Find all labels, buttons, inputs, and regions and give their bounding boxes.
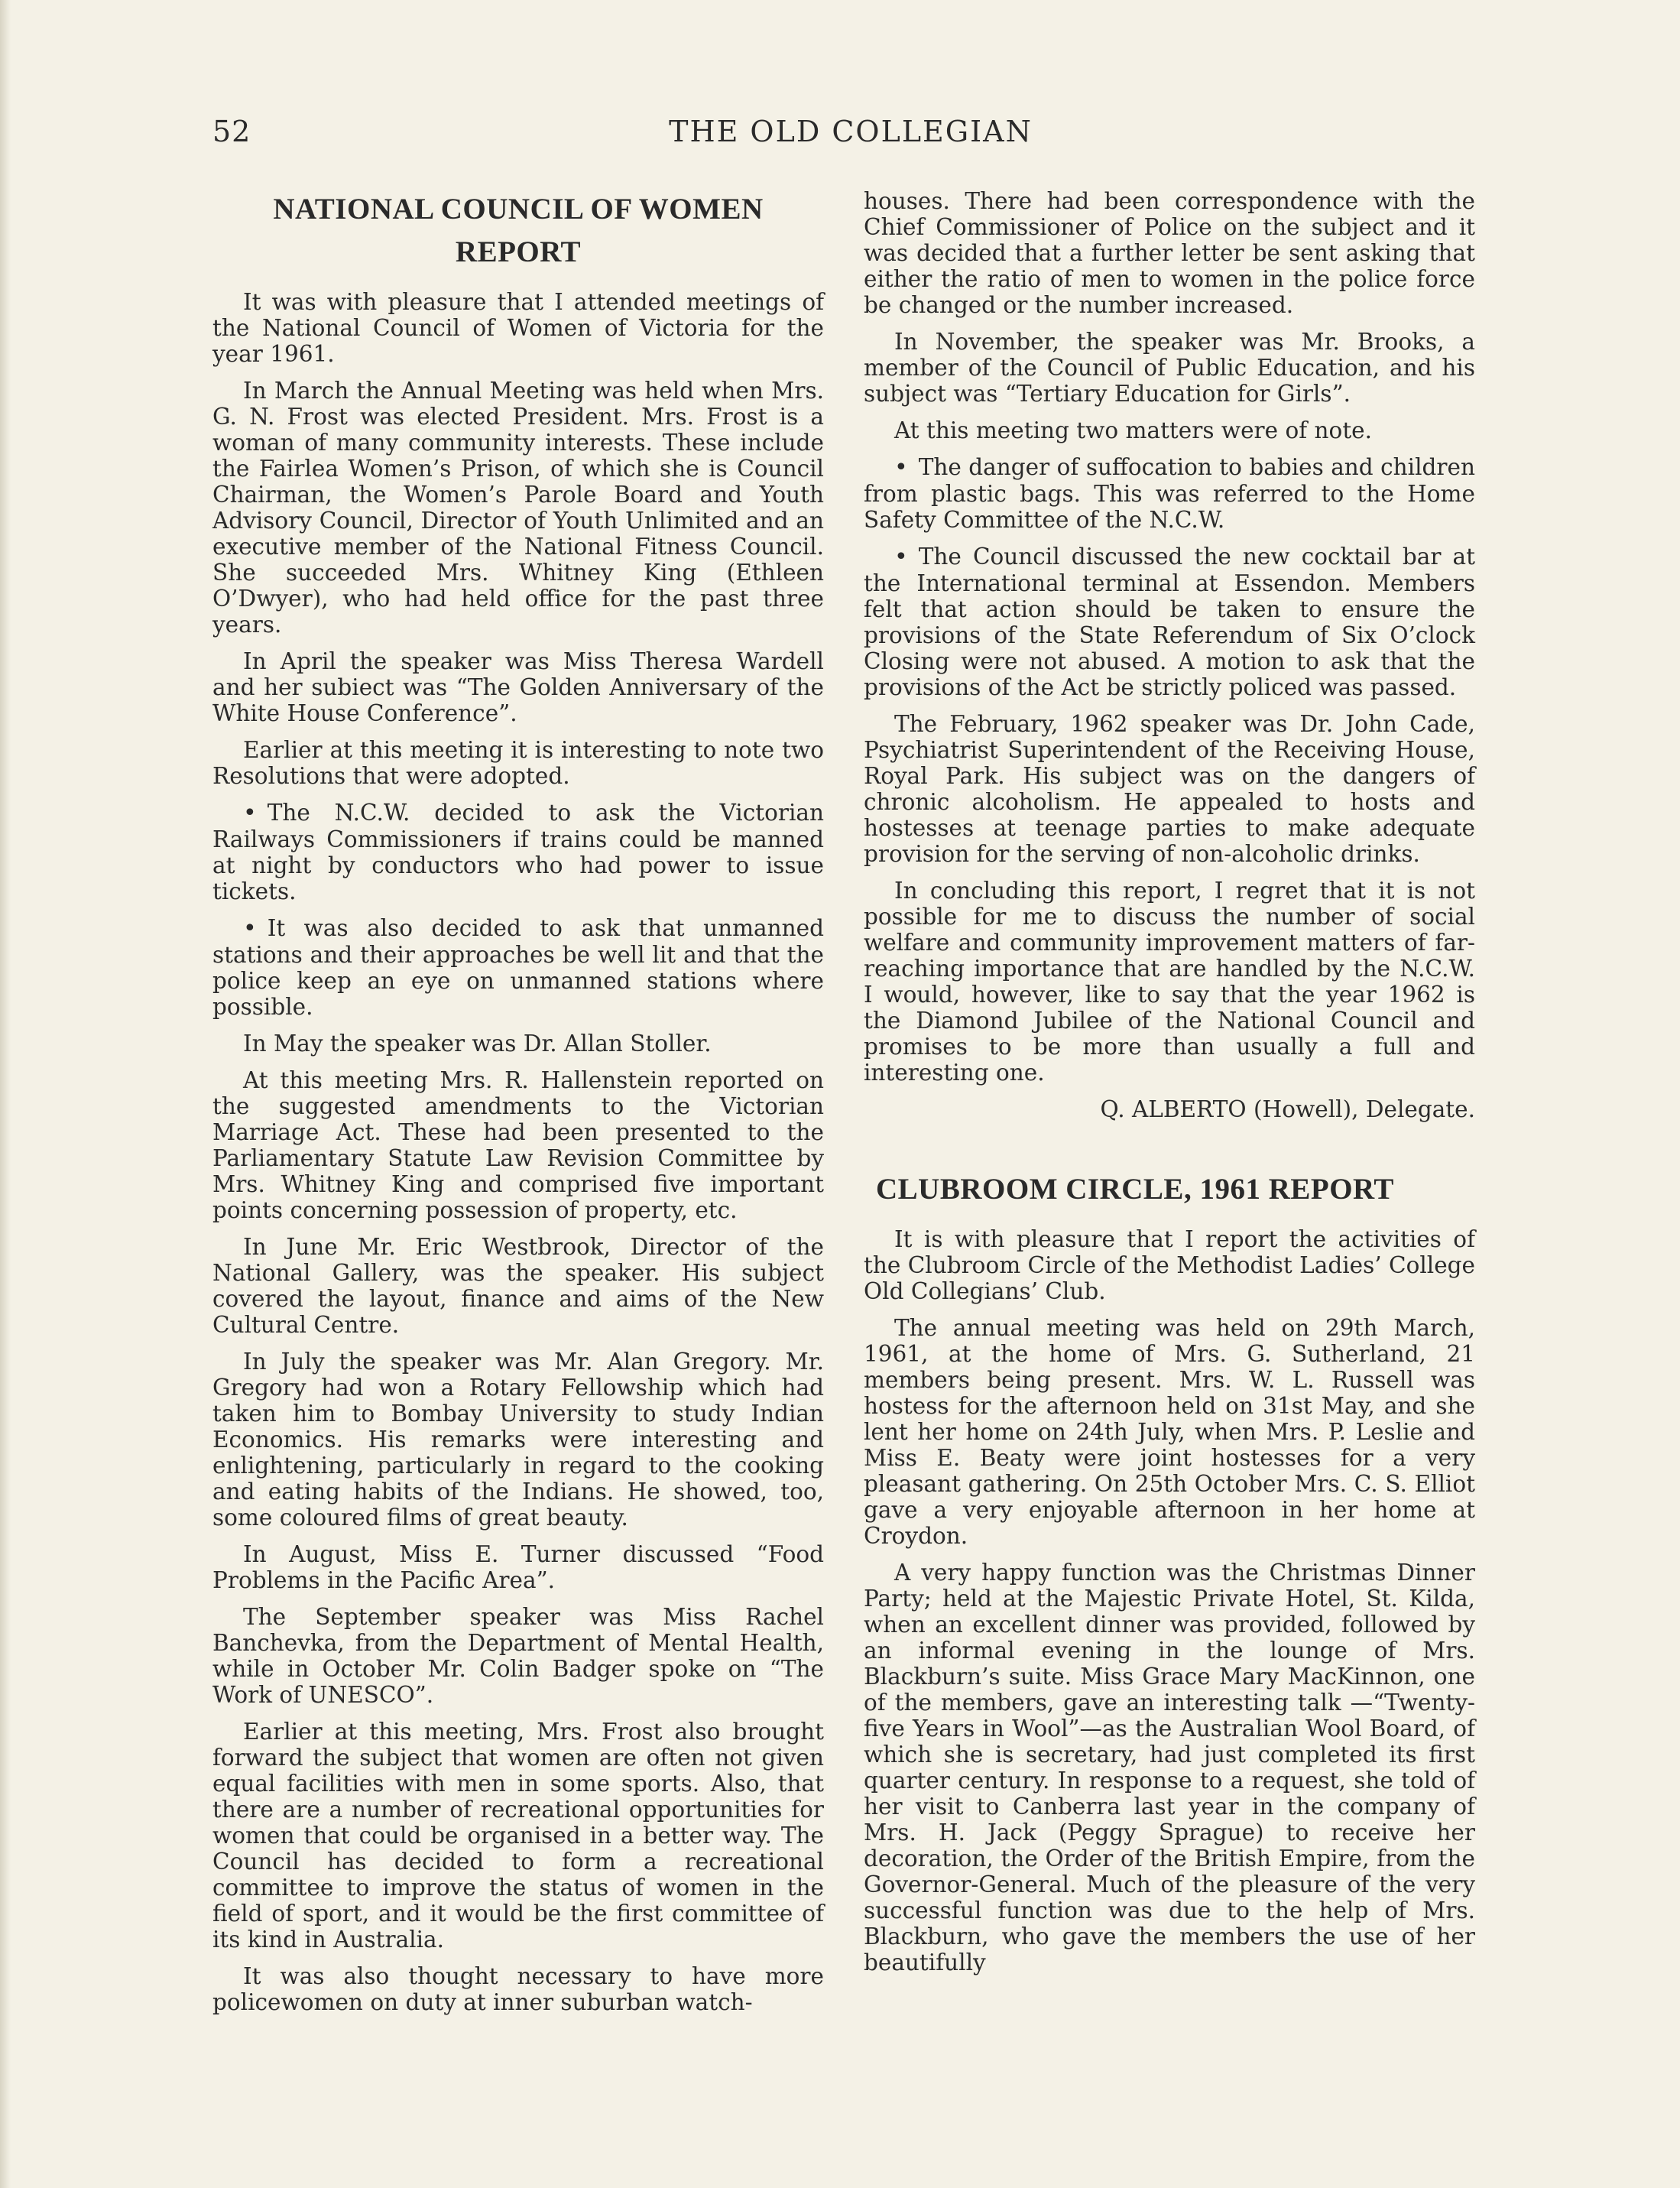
ncw-bullet-item: • The danger of suffocation to babies and children from plastic bags. This was referred to the Home Safety Committee of the N.C.W. xyxy=(864,454,1475,533)
ncw-paragraph: The February, 1962 speaker was Dr. John Cade, Psychiatrist Superintendent of the Receiving House, Royal Park. His subject was on the dangers of chronic alcoholism. He appealed to hosts and hostesses at teenage parties to make adequate provision for the serving of non-alcoholic drinks. xyxy=(864,711,1475,867)
ncw-paragraph: In July the speaker was Mr. Alan Gregory. Mr. Gregory had won a Rotary Fellowship which had taken him to Bombay University to study Indian Economics. His remarks were interesting and enlightening, particularly in regard to the cooking and eating habits of the Indians. He showed, too, some coloured films of great beauty. xyxy=(212,1349,824,1531)
ncw-paragraph: It was also thought necessary to have more policewomen on duty at inner suburban watch- xyxy=(212,1963,824,2015)
ncw-bullet-item: • It was also decided to ask that unmanned stations and their approaches be well lit and that the police keep an eye on unmanned stations where possible. xyxy=(212,915,824,1020)
page-edge-shadow xyxy=(0,0,11,2188)
ncw-signature: Q. ALBERTO (Howell), Delegate. xyxy=(1100,1096,1475,1122)
page-number: 52 xyxy=(212,115,251,148)
ncw-paragraph: In April the speaker was Miss Theresa Wardell and her subiect was “The Golden Anniversary of the White House Conference”. xyxy=(212,648,824,726)
ncw-paragraph: In November, the speaker was Mr. Brooks, a member of the Council of Public Education, and his subject was “Tertiary Education for Girls”. xyxy=(864,329,1475,407)
clubroom-paragraph: A very happy function was the Christmas Dinner Party; held at the Majestic Private Hotel, St. Kilda, when an excellent dinner was provided, followed by an informal evening in the lounge of Mrs. Blackburn’s suite. Miss Grace Mary MacKinnon, one of the members, gave an interesting talk —“Twenty-five Years in Wool”—as the Australian Wool Board, of which she is secretary, had just completed its first quarter century. In response to a request, she told of her visit to Canberra last year in the company of Mrs. H. Jack (Peggy Sprague) to receive her decoration, the Order of the British Empire, from the Governor-General. Much of the pleasure of the very successful function was due to the help of Mrs. Blackburn, who gave the members the use of her beautifully xyxy=(864,1560,1475,1975)
page-header xyxy=(212,115,1474,161)
clubroom-paragraph: It is with pleasure that I report the activities of the Clubroom Circle of the Methodist Ladies’ College Old Collegians’ Club. xyxy=(864,1226,1476,1304)
ncw-paragraph: At this meeting two matters were of note. xyxy=(894,417,1373,443)
ncw-bullet-item: • The Council discussed the new cocktail bar at the International terminal at Essendon. Members felt that action should be taken to ensure the provisions of the State Referendum of Six O’clock Closing were not abused. A motion to ask that the provisions of the Act be strictly policed was passed. xyxy=(864,544,1475,700)
ncw-paragraph: The September speaker was Miss Rachel Banchevka, from the Department of Mental Health, while in October Mr. Colin Badger spoke on “The Work of UNESCO”. xyxy=(212,1604,824,1708)
ncw-paragraph: In March the Annual Meeting was held when Mrs. G. N. Frost was elected President. Mrs. Frost is a woman of many community interests. These include the Fairlea Women’s Prison, of which she is Council Chairman, the Women’s Parole Board and Youth Advisory Council, Director of Youth Unlimited and an executive member of the National Fitness Council. She succeeded Mrs. Whitney King (Ethleen O’Dwyer), who had held office for the past three years. xyxy=(212,378,824,638)
ncw-paragraph-continued: houses. There had been correspondence with the Chief Commissioner of Police on the subject and it was decided that a further letter be sent asking that either the ratio of men to women in the police force be changed or the number increased. xyxy=(864,188,1475,318)
ncw-paragraph: In May the speaker was Dr. Allan Stoller. xyxy=(243,1031,712,1057)
ncw-report-title: NATIONAL COUNCIL OF WOMEN REPORT xyxy=(273,193,764,268)
ncw-paragraph: At this meeting Mrs. R. Hallenstein reported on the suggested amendments to the Victorian Marriage Act. These had been presented to the Parliamentary Statute Law Revision Committee by Mrs. Whitney King and comprised five important points concerning possession of property, etc. xyxy=(212,1067,824,1223)
ncw-paragraph: Earlier at this meeting it is interesting to note two Resolutions that were adopted. xyxy=(212,737,824,789)
left-column xyxy=(212,188,824,2026)
ncw-paragraph: In concluding this report, I regret that it is not possible for me to discuss the number of social welfare and community improvement matters of far-reaching importance that are handled by the N.C.W. I would, however, like to say that the year 1962 is the Diamond Jubilee of the National Council and promises to be more than usually a full and interesting one. xyxy=(864,878,1475,1086)
right-column xyxy=(864,188,1475,1986)
clubroom-report-title: CLUBROOM CIRCLE, 1961 REPORT xyxy=(876,1173,1394,1206)
clubroom-paragraph: The annual meeting was held on 29th March, 1961, at the home of Mrs. G. Sutherland, 21 members being present. Mrs. W. L. Russell was hostess for the afternoon held on 31st May, and she lent her home on 24th July, when Mrs. P. Leslie and Miss E. Beaty were joint hostesses for a very pleasant gathering. On 25th October Mrs. C. S. Elliot gave a very enjoyable afternoon in her home at Croydon. xyxy=(864,1315,1475,1549)
ncw-paragraph: Earlier at this meeting, Mrs. Frost also brought forward the subject that women are often not given equal facilities with men in some sports. Also, that there are a number of recreational opportunities for women that could be organised in a better way. The Council has decided to form a recreational committee to improve the status of women in the field of sport, and it would be the first committee of its kind in Australia. xyxy=(212,1719,824,1953)
ncw-paragraph: In August, Miss E. Turner discussed “Food Problems in the Pacific Area”. xyxy=(212,1541,824,1593)
ncw-paragraph: It was with pleasure that I attended meetings of the National Council of Women of Victoria for the year 1961. xyxy=(212,289,824,367)
ncw-paragraph: In June Mr. Eric Westbrook, Director of the National Gallery, was the speaker. His subject covered the layout, finance and aims of the New Cultural Centre. xyxy=(212,1234,824,1338)
running-title: THE OLD COLLEGIAN xyxy=(669,115,1033,148)
ncw-bullet-item: • The N.C.W. decided to ask the Victorian Railways Commissioners if trains could be manned at night by conductors who had power to issue tickets. xyxy=(212,800,824,904)
